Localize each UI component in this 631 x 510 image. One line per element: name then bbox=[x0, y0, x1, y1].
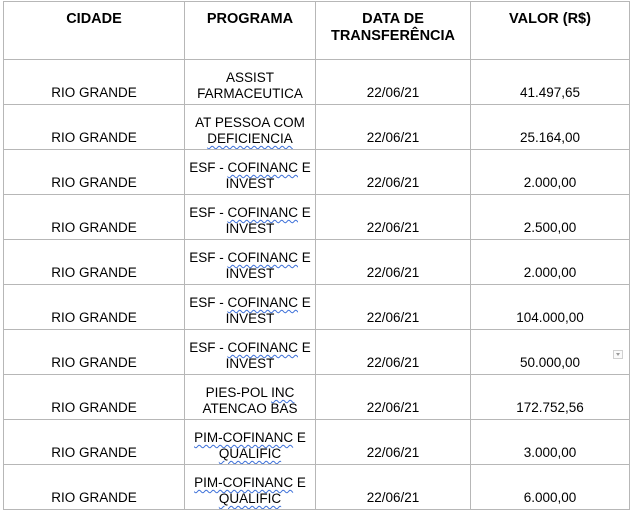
cell-programa[interactable] bbox=[185, 105, 316, 150]
cell-programa-line: PIM-COFINANC E bbox=[194, 430, 306, 445]
cell-data[interactable]: 22/06/21 bbox=[316, 105, 471, 150]
cell-data[interactable]: 22/06/21 bbox=[316, 60, 471, 105]
cell-cidade[interactable]: RIO GRANDE bbox=[4, 195, 185, 240]
table-row bbox=[4, 105, 630, 150]
cell-programa-line: INVEST bbox=[225, 356, 275, 371]
cell-programa[interactable] bbox=[185, 465, 316, 510]
table-row bbox=[4, 285, 630, 330]
cell-programa[interactable] bbox=[185, 195, 316, 240]
table-row bbox=[4, 195, 630, 240]
cell-programa-line: DEFICIENCIA bbox=[207, 131, 293, 146]
cell-programa-line: ATENCAO BAS bbox=[202, 401, 298, 416]
cell-programa[interactable] bbox=[185, 240, 316, 285]
cell-programa[interactable] bbox=[185, 375, 316, 420]
cell-programa-line: INVEST bbox=[225, 176, 275, 191]
cell-data[interactable]: 22/06/21 bbox=[316, 420, 471, 465]
cell-valor[interactable]: 50.000,00 bbox=[471, 330, 630, 375]
cell-programa-line: AT PESSOA COM bbox=[195, 115, 305, 130]
table-row bbox=[4, 150, 630, 195]
cell-cidade[interactable]: RIO GRANDE bbox=[4, 240, 185, 285]
table-row bbox=[4, 375, 630, 420]
cell-programa[interactable] bbox=[185, 60, 316, 105]
cell-programa-line: PIM-COFINANC E bbox=[194, 475, 306, 490]
header-valor-label: VALOR (R$) bbox=[509, 11, 591, 27]
cell-programa-line: QUALIFIC bbox=[218, 446, 282, 461]
cell-data[interactable]: 22/06/21 bbox=[316, 240, 471, 285]
table-row bbox=[4, 465, 630, 510]
header-data-label-line2: TRANSFERÊNCIA bbox=[330, 28, 456, 44]
transfer-table bbox=[3, 1, 630, 510]
cell-valor[interactable]: 2.000,00 bbox=[471, 150, 630, 195]
chevron-down-icon[interactable] bbox=[613, 350, 623, 359]
cell-valor[interactable]: 104.000,00 bbox=[471, 285, 630, 330]
cell-data[interactable]: 22/06/21 bbox=[316, 150, 471, 195]
cell-data[interactable]: 22/06/21 bbox=[316, 465, 471, 510]
cell-programa-line: ASSIST bbox=[225, 70, 274, 85]
cell-programa-line: FARMACEUTICA bbox=[197, 86, 303, 101]
cell-data[interactable]: 22/06/21 bbox=[316, 330, 471, 375]
cell-programa-line: INVEST bbox=[225, 221, 275, 236]
table-body bbox=[4, 60, 630, 510]
cell-programa[interactable] bbox=[185, 420, 316, 465]
cell-programa[interactable] bbox=[185, 285, 316, 330]
cell-programa-line: QUALIFIC bbox=[218, 491, 282, 506]
cell-programa-line: ESF - COFINANC E bbox=[189, 205, 311, 220]
header-cidade[interactable] bbox=[4, 2, 185, 60]
cell-programa-line: ESF - COFINANC E bbox=[189, 295, 311, 310]
header-data[interactable] bbox=[316, 2, 471, 60]
cell-cidade[interactable]: RIO GRANDE bbox=[4, 285, 185, 330]
cell-cidade[interactable]: RIO GRANDE bbox=[4, 330, 185, 375]
table-row bbox=[4, 330, 630, 375]
cell-programa[interactable] bbox=[185, 330, 316, 375]
cell-valor[interactable]: 2.000,00 bbox=[471, 240, 630, 285]
header-row bbox=[4, 2, 630, 60]
cell-cidade[interactable]: RIO GRANDE bbox=[4, 150, 185, 195]
cell-valor[interactable]: 172.752,56 bbox=[471, 375, 630, 420]
header-cidade-label: CIDADE bbox=[66, 11, 122, 27]
cell-programa-line: ESF - COFINANC E bbox=[189, 250, 311, 265]
cell-data[interactable]: 22/06/21 bbox=[316, 285, 471, 330]
cell-programa-line: PIES-POL INC bbox=[205, 385, 295, 400]
header-programa-label: PROGRAMA bbox=[206, 11, 294, 27]
header-data-label-line1: DATA DE bbox=[362, 11, 424, 27]
table-row bbox=[4, 420, 630, 465]
cell-cidade[interactable]: RIO GRANDE bbox=[4, 105, 185, 150]
cell-valor[interactable]: 6.000,00 bbox=[471, 465, 630, 510]
cell-cidade[interactable]: RIO GRANDE bbox=[4, 375, 185, 420]
table-row bbox=[4, 60, 630, 105]
cell-cidade[interactable]: RIO GRANDE bbox=[4, 420, 185, 465]
cell-cidade[interactable]: RIO GRANDE bbox=[4, 60, 185, 105]
cell-valor[interactable]: 2.500,00 bbox=[471, 195, 630, 240]
cell-data[interactable]: 22/06/21 bbox=[316, 195, 471, 240]
cell-programa-line: ESF - COFINANC E bbox=[189, 160, 311, 175]
cell-data[interactable]: 22/06/21 bbox=[316, 375, 471, 420]
header-programa[interactable] bbox=[185, 2, 316, 60]
cell-valor[interactable]: 41.497,65 bbox=[471, 60, 630, 105]
cell-programa[interactable] bbox=[185, 150, 316, 195]
cell-programa-line: INVEST bbox=[225, 266, 275, 281]
table-row bbox=[4, 240, 630, 285]
cell-valor[interactable]: 25.164,00 bbox=[471, 105, 630, 150]
cell-cidade[interactable]: RIO GRANDE bbox=[4, 465, 185, 510]
cell-valor[interactable]: 3.000,00 bbox=[471, 420, 630, 465]
header-valor[interactable] bbox=[471, 2, 630, 60]
cell-programa-line: ESF - COFINANC E bbox=[189, 340, 311, 355]
cell-programa-line: INVEST bbox=[225, 311, 275, 326]
